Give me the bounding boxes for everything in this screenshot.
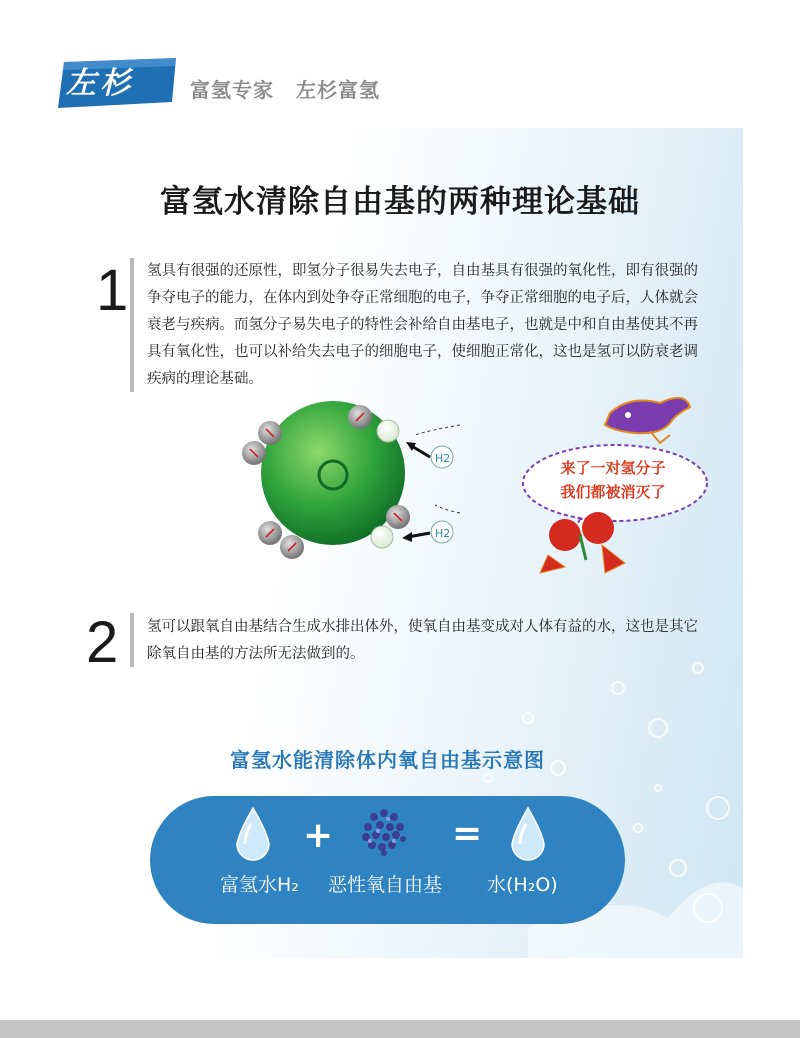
- plus-sign: +: [303, 815, 334, 856]
- footer-bar: [0, 1020, 800, 1038]
- section-number-2: 2: [86, 610, 119, 675]
- bubble-line-2: 我们都被消灭了: [560, 483, 666, 501]
- page-title: 富氢水清除自由基的两种理论基础: [160, 184, 640, 220]
- water-drop-icon-right: [508, 806, 548, 866]
- free-radical-cluster-icon: [358, 805, 410, 857]
- h2-label-top: H2: [435, 452, 451, 465]
- h2-label-bottom: H2: [435, 527, 451, 540]
- water-drop-icon-left: [233, 806, 273, 866]
- section-text-1: 氢具有很强的还原性，即氢分子很易失去电子，自由基具有很强的氧化性，即有很强的争夺电子的能力，在体内到处争夺正常细胞的电子，争夺正常细胞的电子后，人体就会衰老与疾病。而氢分子易失电子的特性会补给自由基电子，也就是中和自由基使其不再具有氧化性，也可以补给失去电子的细胞电子，使细胞正常化，这也是氢可以防衰老调疾病的理论基础。: [147, 263, 698, 387]
- tagline: [190, 74, 394, 103]
- section-number-1: 1: [96, 258, 129, 323]
- diagram-title: 富氢水能清除体内氧自由基示意图: [230, 748, 545, 772]
- speech-bubble-text: [525, 456, 701, 504]
- logo-text: 左杉: [66, 66, 134, 101]
- section-text-2: 氢可以跟氧自由基结合生成水排出体外，使氧自由基变成对人体有益的水，这也是其它除氧自由基的方法所无法做到的。: [147, 619, 698, 662]
- tagline-part-1: 富氢专家: [190, 78, 274, 102]
- label-free-radical: 恶性氧自由基: [328, 874, 443, 896]
- section-divider-1: [130, 258, 134, 392]
- label-hydrogen-water: 富氢水H₂: [220, 874, 299, 896]
- label-water: 水(H₂O): [487, 874, 558, 896]
- equals-sign: =: [452, 813, 483, 854]
- tagline-part-2: 左杉富氢: [295, 78, 380, 102]
- purple-monster-icon: [605, 398, 690, 443]
- bubble-line-1: 来了一对氢分子: [560, 459, 666, 477]
- section-divider-2: [130, 613, 134, 667]
- h2-approach-arrows-icon: [402, 425, 460, 542]
